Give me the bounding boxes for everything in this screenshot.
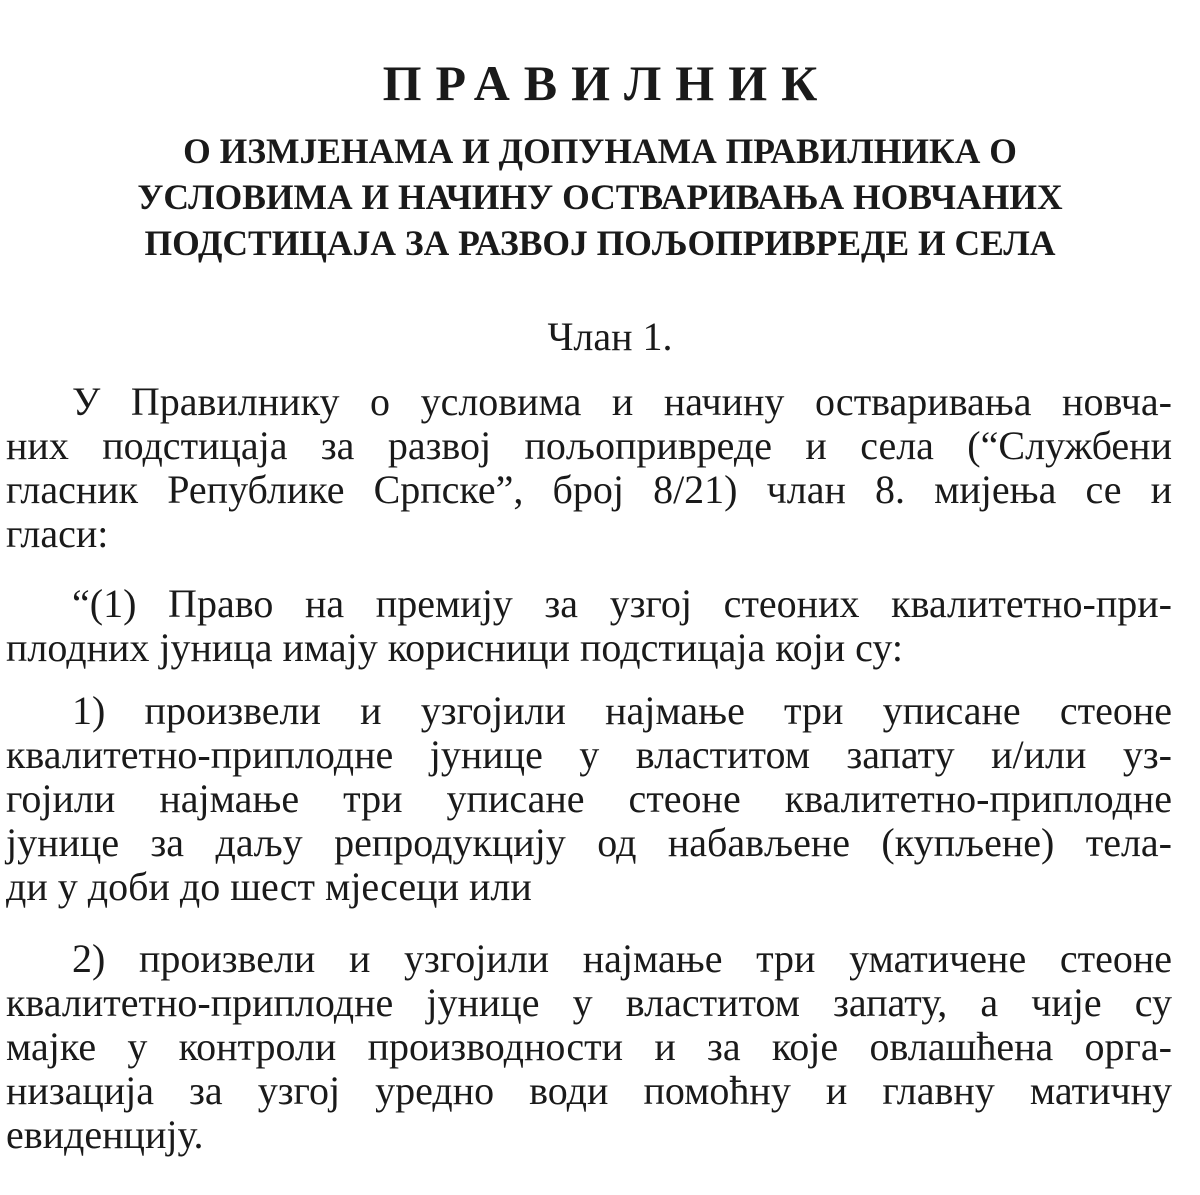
text-line: 1) произвели и узгојили најмање три уписане стеоне: [72, 688, 1172, 733]
text-line: У Правилнику о условима и начину остваривања новча-: [72, 379, 1172, 424]
subtitle-line: ПОДСТИЦАЈА ЗА РАЗВОЈ ПОЉОПРИВРЕДЕ И СЕЛА: [144, 223, 1056, 263]
text-line: плодних јуница имају корисници подстицаја који су:: [6, 625, 903, 670]
document-subtitle: [0, 128, 1200, 266]
document-title: ПРАВИЛНИК: [382, 55, 832, 111]
subtitle-line: О ИЗМЈЕНАМА И ДОПУНАМА ПРАВИЛНИКА О: [183, 131, 1017, 171]
paragraph-2: [6, 582, 1172, 670]
text-line: јунице за даљу репродукцију од набављене (купљене) тела-: [6, 820, 1172, 865]
text-line: квалитетно-приплодне јунице у властитом запату, а чије су: [6, 980, 1172, 1025]
text-line: гласник Републике Српске”, број 8/21) члан 8. мијења се и: [6, 467, 1172, 512]
paragraph-1: [6, 380, 1172, 556]
text-line: низација за узгој уредно води помоћну и главну матичну: [6, 1068, 1172, 1113]
text-line: них подстицаја за развој пољопривреде и села (“Службени: [6, 423, 1172, 468]
subtitle-line: УСЛОВИМА И НАЧИНУ ОСТВАРИВАЊА НОВЧАНИХ: [137, 177, 1063, 217]
paragraph-4: [6, 937, 1172, 1157]
text-line: 2) произвели и узгојили најмање три уматичене стеоне: [72, 936, 1172, 981]
text-line: ди у доби до шест мјесеци или: [6, 864, 532, 909]
text-line: гласи:: [6, 511, 109, 556]
article-heading: Члан 1.: [547, 314, 673, 359]
paragraph-3: [6, 689, 1172, 909]
text-line: мајке у контроли производности и за које овлашћена орга-: [6, 1024, 1172, 1069]
text-line: гојили најмање три уписане стеоне квалитетно-приплодне: [6, 776, 1172, 821]
text-line: “(1) Право на премију за узгој стеоних квалитетно-при-: [72, 581, 1172, 626]
text-line: евиденцију.: [6, 1112, 204, 1157]
text-line: квалитетно-приплодне јунице у властитом запату и/или уз-: [6, 732, 1172, 777]
